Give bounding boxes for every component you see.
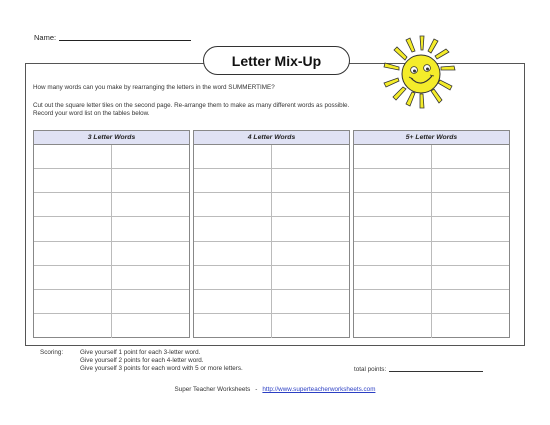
publisher-name: Super Teacher Worksheets — [174, 386, 251, 393]
table-header: 5+ Letter Words — [354, 131, 509, 145]
answer-cell[interactable] — [112, 266, 190, 290]
answer-cell[interactable] — [354, 145, 432, 169]
footer-separator: - — [255, 386, 258, 393]
question-text: How many words can you make by rearranging the letters in the word SUMMERTIME? — [33, 84, 275, 91]
answer-cell[interactable] — [272, 314, 350, 338]
total-points-field[interactable] — [354, 366, 483, 373]
answer-cell[interactable] — [112, 314, 190, 338]
answer-cell[interactable] — [354, 266, 432, 290]
answer-cell[interactable] — [194, 169, 272, 193]
title-text: Letter Mix-Up — [231, 52, 322, 69]
answer-cell[interactable] — [194, 266, 272, 290]
answer-cell[interactable] — [34, 169, 112, 193]
answer-cell[interactable] — [272, 193, 350, 217]
answer-cell[interactable] — [34, 290, 112, 314]
answer-cell[interactable] — [272, 217, 350, 241]
footer — [0, 386, 550, 393]
total-points-label: total points: — [354, 366, 387, 373]
answer-cell[interactable] — [354, 217, 432, 241]
scoring-rule: Give yourself 1 point for each 3-letter word. — [80, 349, 201, 356]
answer-cell[interactable] — [194, 145, 272, 169]
answer-cell[interactable] — [112, 290, 190, 314]
answer-cell[interactable] — [354, 169, 432, 193]
answer-cell[interactable] — [432, 169, 510, 193]
answer-cell[interactable] — [432, 242, 510, 266]
answer-cell[interactable] — [272, 266, 350, 290]
answer-cell[interactable] — [34, 242, 112, 266]
answer-cell[interactable] — [272, 145, 350, 169]
table-header: 4 Letter Words — [194, 131, 349, 145]
answer-cell[interactable] — [354, 193, 432, 217]
answer-cell[interactable] — [194, 242, 272, 266]
answer-cell[interactable] — [432, 290, 510, 314]
answer-cell[interactable] — [112, 242, 190, 266]
answer-cell[interactable] — [432, 266, 510, 290]
answer-cell[interactable] — [194, 217, 272, 241]
answer-cell[interactable] — [354, 242, 432, 266]
answer-cell[interactable] — [272, 290, 350, 314]
table-5-plus-letter-words — [353, 130, 510, 338]
instructions-text: Cut out the square letter tiles on the second page. Re-arrange them to make as many different words as possible. Record your word list on the tables below. — [33, 102, 350, 117]
answer-cell[interactable] — [272, 169, 350, 193]
scoring-label: Scoring: — [40, 349, 64, 356]
answer-cell[interactable] — [112, 217, 190, 241]
name-line[interactable] — [59, 40, 191, 41]
answer-cell[interactable] — [34, 266, 112, 290]
scoring-rule: Give yourself 3 points for each word with 5 or more letters. — [80, 365, 243, 373]
answer-cell[interactable] — [112, 145, 190, 169]
answer-cell[interactable] — [34, 217, 112, 241]
answer-cell[interactable] — [112, 169, 190, 193]
answer-cell[interactable] — [432, 217, 510, 241]
answer-cell[interactable] — [34, 314, 112, 338]
website-link[interactable]: http://www.superteacherworksheets.com — [262, 386, 376, 393]
scoring-rule: Give yourself 2 points for each 4-letter word. — [80, 357, 204, 365]
answer-cell[interactable] — [194, 314, 272, 338]
name-label: Name: — [34, 33, 57, 42]
table-header: 3 Letter Words — [34, 131, 189, 145]
answer-cell[interactable] — [112, 193, 190, 217]
answer-cell[interactable] — [34, 145, 112, 169]
answer-cell[interactable] — [194, 193, 272, 217]
smiling-sun-icon — [374, 34, 470, 120]
answer-cell[interactable] — [432, 145, 510, 169]
table-3-letter-words — [33, 130, 190, 338]
answer-cell[interactable] — [272, 242, 350, 266]
answer-cell[interactable] — [34, 193, 112, 217]
answer-cell[interactable] — [354, 290, 432, 314]
answer-cell[interactable] — [432, 193, 510, 217]
worksheet-title — [203, 46, 350, 75]
answer-cell[interactable] — [354, 314, 432, 338]
answer-cell[interactable] — [194, 290, 272, 314]
table-4-letter-words — [193, 130, 350, 338]
total-points-line[interactable] — [389, 371, 483, 372]
answer-cell[interactable] — [432, 314, 510, 338]
name-field[interactable] — [34, 33, 191, 42]
